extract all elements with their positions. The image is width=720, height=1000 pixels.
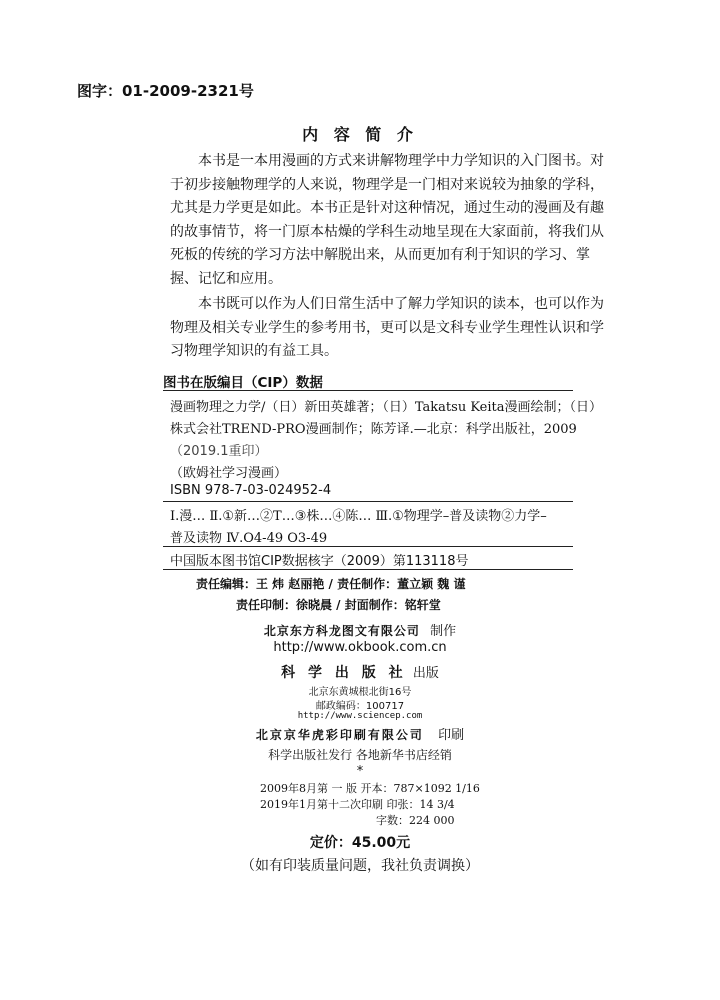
publisher-url: http://www.sciencep.com (297, 711, 423, 721)
print-design-credits: 责任印制：徐晓晨 / 封面制作：铭轩堂 (236, 598, 441, 612)
producer-url: http://www.okbook.com.cn (273, 640, 447, 655)
price: 定价：45.00元 (309, 835, 411, 851)
cip-mid-rule (163, 501, 573, 502)
producer-role: 制作 (430, 624, 457, 639)
printer-name: 北京京华虎彩印刷有限公司 (255, 728, 424, 742)
publisher-name: 科 学 出 版 社 (281, 665, 407, 681)
cip-subjects-1: Ⅰ.漫… Ⅱ.①新…②T…③株…④陈… Ⅲ.①物理学–普及读物②力学– (170, 509, 547, 524)
printer-role: 印刷 (438, 728, 465, 743)
quality-notice: （如有印装质量问题，我社负责调换） (241, 858, 479, 874)
printer-line (0, 724, 720, 743)
cip-heading: 图书在版编目（CIP）数据 (163, 375, 323, 391)
cip-subjects-2: 普及读物 Ⅳ.O4-49 O3-49 (170, 531, 328, 546)
para2-line: 习物理学知识的有益工具。 (170, 343, 338, 360)
publisher-line (0, 662, 720, 682)
para1-line: 于初步接触物理学的人来说，物理学是一门相对来说较为抽象的学科， (170, 176, 604, 193)
cip-bottom-rule (163, 546, 573, 547)
word-count: 字数：224 000 (376, 814, 455, 827)
separator-star: * (356, 764, 364, 779)
summary-paragraph-1 (170, 150, 604, 292)
para1-line: 本书是一本用漫画的方式来讲解物理学中力学知识的入门图书。对 (198, 153, 604, 169)
cip-series: （欧姆社学习漫画） (170, 466, 288, 481)
publisher-postcode: 邮政编码：100717 (315, 701, 405, 712)
publisher-role: 出版 (412, 666, 439, 681)
cip-line-1: 漫画物理之力学/（日）新田英雄著；（日）Takatsu Keita漫画绘制；（日） (170, 400, 603, 415)
cip-top-rule (163, 390, 573, 391)
printing-info: 2019年1月第十二次印刷 印张：14 3/4 (260, 798, 455, 811)
cip-end-rule (163, 569, 573, 570)
registration-number: 图字：01-2009-2321号 (77, 82, 254, 100)
cip-line-2: 株式会社TREND-PRO漫画制作；陈芳译.—北京：科学出版社，2009 (170, 422, 577, 437)
para1-line: 的故事情节，将一门原本枯燥的学科生动地呈现在大家面前，将我们从 (170, 223, 604, 240)
publisher-address: 北京东黄城根北街16号 (308, 687, 412, 698)
producer-name: 北京东方科龙图文有限公司 (263, 624, 420, 638)
distribution: 科学出版社发行 各地新华书店经销 (268, 748, 452, 762)
para2-line: 本书既可以作为人们日常生活中了解力学知识的读本，也可以作为 (198, 296, 604, 312)
para1-line: 握、记忆和应用。 (170, 270, 282, 287)
summary-title: 内 容 简 介 (302, 125, 418, 144)
editor-credits: 责任编辑：王 炜 赵丽艳 / 责任制作：董立颖 魏 谨 (196, 577, 466, 591)
para1-line: 尤其是力学更是如此。本书正是针对这种情况，通过生动的漫画及有趣 (170, 200, 604, 217)
para1-line: 死板的传统的学习方法中解脱出来，从而更加有利于知识的学习、掌 (170, 247, 590, 264)
edition-info: 2009年8月第 一 版 开本：787×1092 1/16 (260, 782, 480, 795)
summary-paragraph-2 (170, 293, 604, 364)
cip-check-number: 中国版本图书馆CIP数据核字（2009）第113118号 (170, 554, 469, 569)
producer-line (0, 620, 720, 639)
cip-reprint: （2019.1重印） (170, 444, 268, 459)
para2-line: 物理及相关专业学生的参考用书，更可以是文科专业学生理性认识和学 (170, 319, 604, 336)
cip-isbn: ISBN 978-7-03-024952-4 (170, 483, 332, 498)
